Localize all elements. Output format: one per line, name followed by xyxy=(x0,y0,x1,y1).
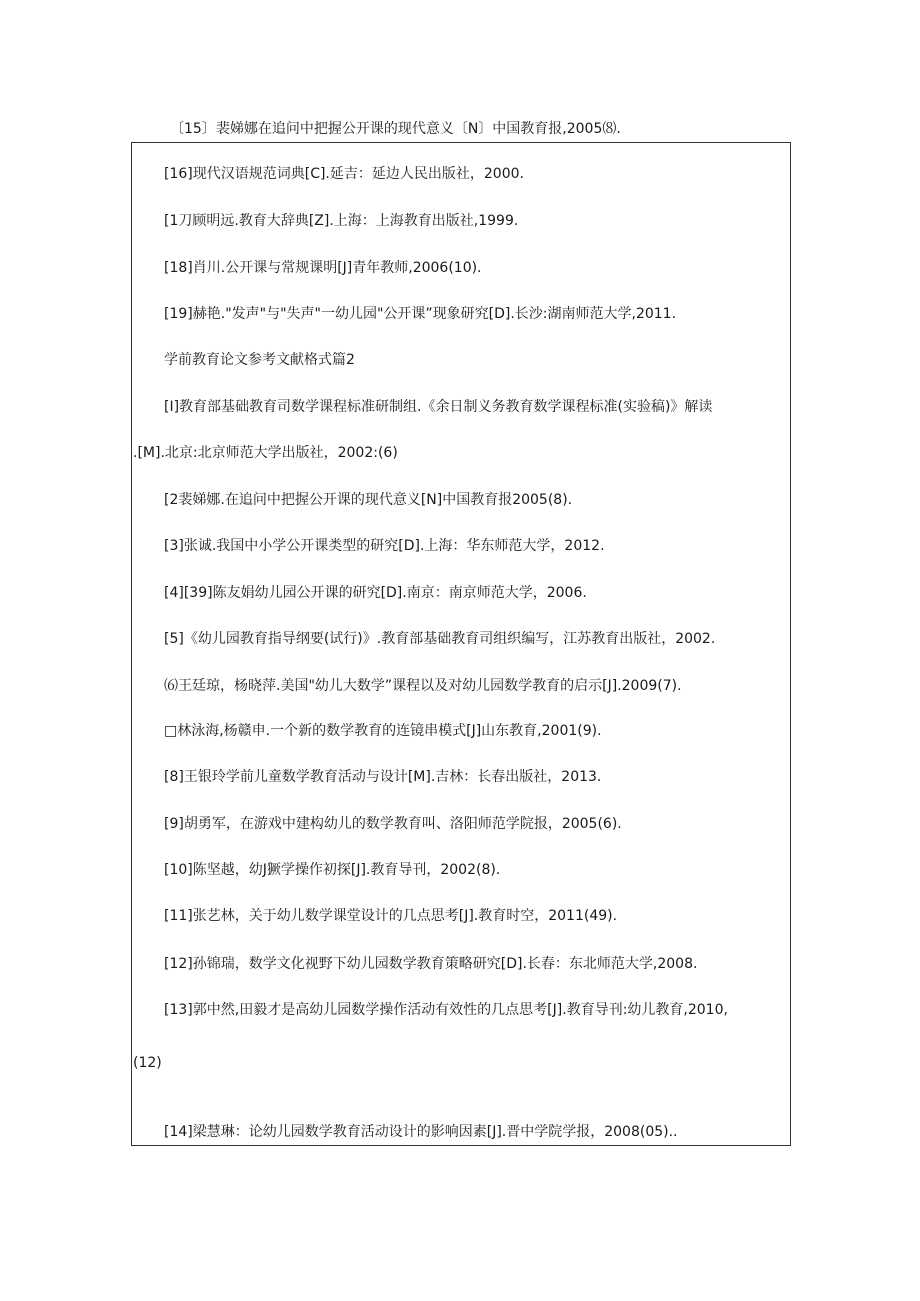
reference-19: [19]赫艳."发声"与"失声"一幼儿园"公开课”现象研究[D].长沙:湖南师范大学,2011. xyxy=(164,306,677,322)
reference-1-line-2: .[M].北京:北京师范大学出版社，2002:(6) xyxy=(133,445,398,461)
reference-5: [5]《幼儿园教育指导纲要(试行)》.教育部基础教育司组织编写，江苏教育出版社，2002. xyxy=(164,631,716,647)
reference-14: [14]梁慧琳：论幼儿园数学教育活动设计的影响因素[J].晋中学院学报，2008(05).. xyxy=(164,1124,678,1140)
reference-1-line-1: [I]教育部基础教育司数学课程标准研制组.《余日制义务教育数学课程标准(实验稿)》解读 xyxy=(164,399,713,415)
reference-7: □林泳海,杨赣申.一个新的数学教育的连镜串模式[J]山东教育,2001(9). xyxy=(164,723,602,739)
reference-6: ⑹王廷琼，杨晓萍.美国"幼儿大数学”课程以及对幼儿园数学教育的启示[J].2009(7). xyxy=(164,678,682,694)
reference-13-line-1: [13]郭中然,田毅才是高幼儿园数学操作活动有效性的几点思考[J].教育导刊:幼儿教育,2010, xyxy=(164,1002,728,1018)
reference-13-line-2: (12) xyxy=(133,1055,162,1071)
reference-15: 〔15〕裴娣娜在追问中把握公开课的现代意义〔N〕中国教育报,2005⑻. xyxy=(170,121,621,137)
reference-2: [2裴娣娜.在追问中把握公开课的现代意义[N]中国教育报2005(8). xyxy=(164,492,573,508)
reference-10: [10]陈坚越，幼J獗学操作初探[J].教育导刊，2002(8). xyxy=(164,862,501,878)
reference-8: [8]王银玲学前儿童数学教育活动与设计[M].吉林：长春出版社，2013. xyxy=(164,769,602,785)
reference-17: [1刀顾明远.教育大辞典[Z].上海：上海教育出版社,1999. xyxy=(164,213,519,229)
reference-16: [16]现代汉语规范词典[C].延吉：延边人民出版社，2000. xyxy=(164,166,524,182)
reference-11: [11]张艺林，关于幼儿数学课堂设计的几点思考[J].教育时空，2011(49). xyxy=(164,908,618,924)
reference-4: [4][39]陈友娟幼儿园公开课的研究[D].南京：南京师范大学，2006. xyxy=(164,585,587,601)
reference-9: [9]胡勇军，在游戏中建构幼儿的数学教育叫、洛阳师范学院报，2005(6). xyxy=(164,816,622,832)
reference-12: [12]孙锦瑞，数学文化视野下幼儿园数学教育策略研究[D].长春：东北师范大学,2008. xyxy=(164,956,698,972)
section-heading: 学前教育论文参考文献格式篇2 xyxy=(164,352,355,368)
reference-18: [18]肖川.公开课与常规课明[J]青年教师,2006(10). xyxy=(164,260,482,276)
reference-3: [3]张诚.我国中小学公开课类型的研究[D].上海：华东师范大学，2012. xyxy=(164,538,605,554)
